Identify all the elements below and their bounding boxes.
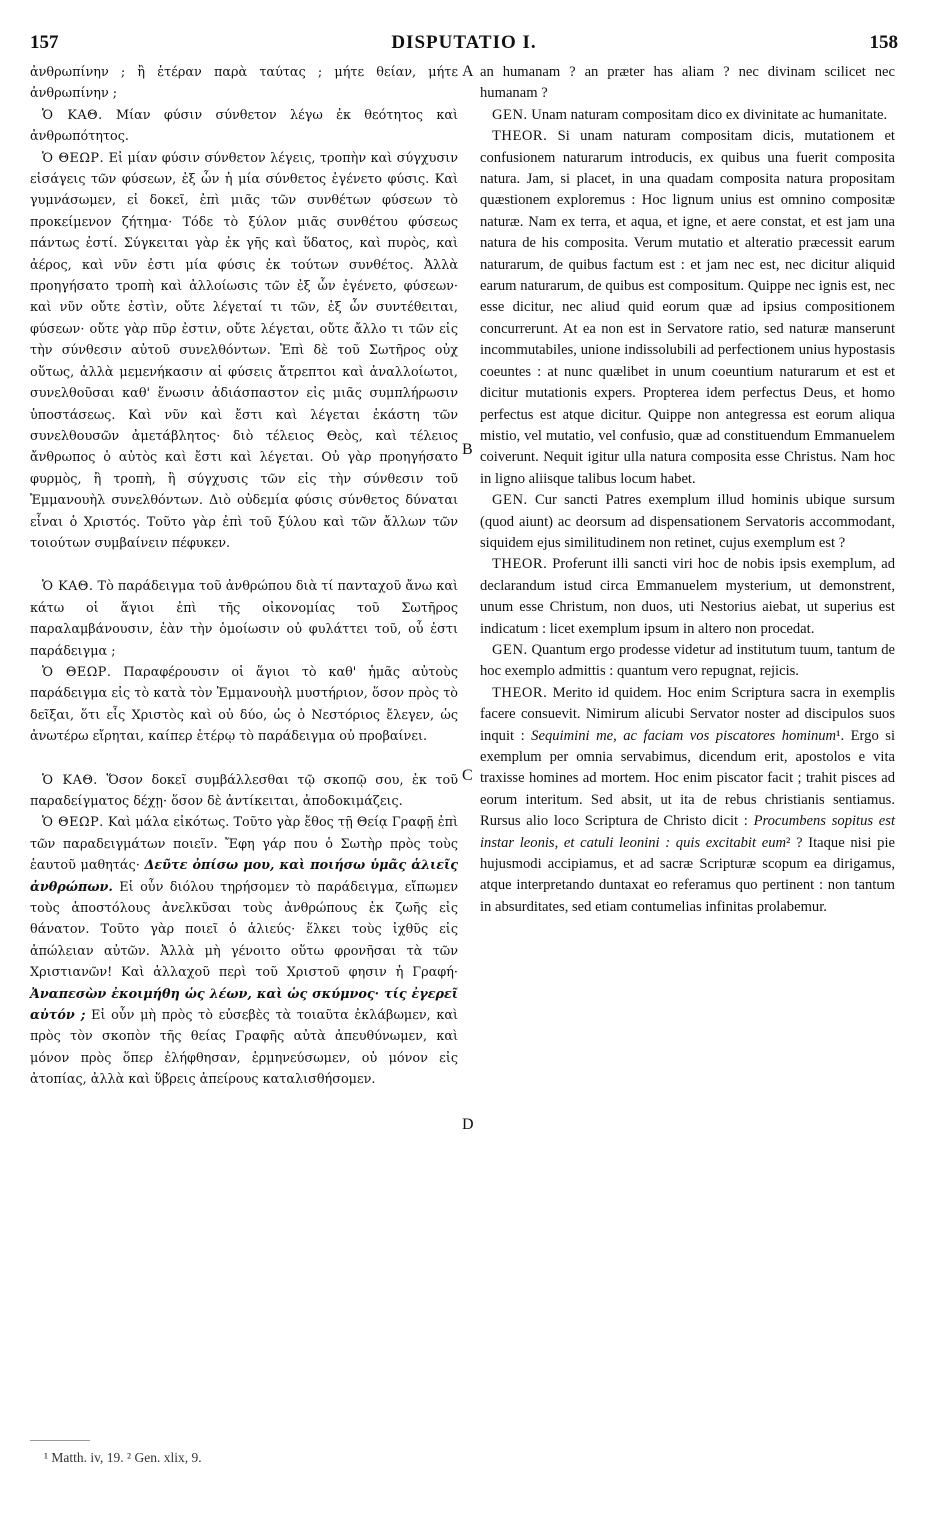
footnotes: ¹ Matth. iv, 19. ² Gen. xlix, 9. [44, 1450, 202, 1465]
greek-text: Καὶ μάλα εἰκότως. Τοῦτο γὰρ ἔθος τῇ Θείᾳ Γραφῇ ἐπὶ τῶν παραδειγμάτων ποιεῖν. Ἔφη γάρ που ὁ Σωτὴρ πρὸς τοὺς ἑαυτοῦ μαθητάς· [30, 815, 458, 874]
latin-text: Merito id quidem. Hoc enim Scriptura sacra in exemplis facere consuevit. Nimirum alicubi Servator noster ad discipulos suos inquit : [480, 684, 895, 744]
latin-text: Unam naturam compositam dico ex divinitate ac humanitate. [527, 106, 888, 123]
latin-text: Proferunt illi sancti viri hoc de nobis ipsis exemplum, ad declarandum istud circa Emmanuelem mysterium, ut demonstrent, unum esse Christum, non duos, uti Nestorius aiebat, ut superius est indicatum : licet exemplum ipsum in altero non procedat. [480, 556, 895, 637]
latin-text: Si unam naturam compositam dicis, mutationem et confusionem naturarum introducis, ex quibus una fuerit composita natura. Jam, si placet, in una quadam composita natura propositam quæstionem exploremus : Hoc lignum unius est omnino compositæ naturæ. Nam ex terra, et aqua, et igne, et aere constat, et est jam una natura de his composita. Verum mutatio et alteratio præcessit earum naturarum, de quibus factum est : et jam nec est, nec dicitur aliquid earum naturarum, de quibus est compositum. Quippe nec ignis est, nec esse dicitur, nec aliud quid eorum quæ ad ipsius compositionem concurrerunt. At ea non est in Servatore ratio, sed naturæ manserunt incommutabiles, unione indissolubili ad perfectionem unius hypostasis coeuntes : at nunc quælibet in unum coeuntium naturarum et est et dicitur mutationis expers. Propterea idem perfectus Deus, et homo perfectus est atque dicitur. Quippe non antegressa est eorum aliqua mistio, vel mutatio, vel confusio, quæ ad constituendum Emmanuelem coiverunt. Nequit igitur ulla natura composita esse Christus. Nam hoc in ligno aliisque talibus locum habet. [480, 128, 895, 487]
latin-paragraph-7 [480, 683, 895, 918]
right-page-number: 158 [869, 32, 898, 53]
speaker-label: GEN. [492, 492, 528, 509]
speaker-label: THEOR. [492, 128, 548, 145]
latin-paragraph-1: an humanam ? an præter has aliam ? nec divinam scilicet nec humanam ? [480, 64, 895, 102]
latin-paragraph-4 [480, 490, 895, 554]
greek-paragraph-6 [30, 770, 458, 813]
latin-text: Itaque nisi pie hujusmodi accipiamus, et ad sacræ Scripturæ scopum ea dirigamus, atque interpretando duntaxat eo referamus quo pertinent : non tantum in absurditates, sed etiam contumelias infinitas prolabemur. [480, 834, 895, 915]
scripture-quote: Procumbens sopitus est instar leonis, et catuli leonini : quis excitabit eum [480, 813, 896, 851]
margin-mark-a: A [462, 63, 474, 80]
greek-text: Μίαν φύσιν σύνθετον λέγω ἐκ θεότητος καὶ ἀνθρωπότητος. [30, 107, 458, 145]
greek-text: Τὸ παράδειγμα τοῦ ἀνθρώπου διὰ τί πανταχοῦ ἄνω καὶ κάτω οἱ ἅγιοι ἐπὶ τῆς οἰκονομίας τοῦ Σωτῆρος παραλαμβάνουσιν, ἐὰν τὴν ὁμοίωσιν οὐ φυλάττει τοῦ, οὗ ἐστι παράδειγμα ; [30, 579, 458, 659]
greek-text: Εἰ οὖν διόλου τηρήσομεν τὸ παράδειγμα, εἴπωμεν τοὺς ἀποστόλους ἀνελκῦσαι τοὺς ἀνθρώπους ἐκ ζωῆς εἰς θάνατον. Τοῦτο γὰρ ποιεῖ ὁ ἁλιεύς· ἕλκει τοὺς ἰχθῦς εἰς ἀπώλειαν αὐτῶν. Ἀλλὰ μὴ γένοιτο οὕτω φρονῆσαι τὰ τῶν Χριστιανῶν! Καὶ ἀλλαχοῦ περὶ τοῦ Χριστοῦ φησιν ἡ Γραφή· [30, 879, 458, 981]
page-header [30, 26, 898, 60]
greek-paragraph-4 [30, 576, 458, 662]
speaker-label: Ὁ ΚΑΘ. [42, 579, 94, 595]
speaker-label: Ὁ ΚΑΘ. [42, 772, 98, 788]
greek-text: Εἰ οὖν μὴ πρὸς τὸ εὐσεβὲς τὰ τοιαῦτα ἐκλάβωμεν, καὶ πρὸς τὸν σκοπὸν τῆς θείας Γραφῆς αὐτὰ ἀπευθύνωμεν, καὶ μόνον πρὸς ὅπερ ἐλήφθησαν, ἑρμηνεύσωμεν, οὐ μόνον εἰς ἀτοπίας, ἀλλὰ καὶ ὕβρεις ἀπείρους καταλισθήσομεν. [30, 1008, 458, 1088]
margin-mark-c: C [462, 767, 473, 784]
running-title: DISPUTATIO I. [391, 32, 537, 53]
footnote-ref: ² ? [786, 834, 803, 851]
latin-text: Cur sancti Patres exemplum illud hominis ubique sursum (quod aiunt) ac deorsum ad dispensationem Servatoris accommodant, siquidem ejus similitudinem non retinet, cujus exemplum est ? [480, 492, 895, 551]
speaker-label: GEN. [492, 106, 528, 123]
speaker-label: THEOR. [492, 684, 548, 701]
latin-text: Quantum ergo prodesse videtur ad institutum tuum, tantum de hoc exemplo admittis : quantum vero repugnat, rejicis. [480, 641, 895, 680]
latin-paragraph-5 [480, 554, 895, 640]
speaker-label: Ὁ ΘΕΩΡ. [42, 815, 104, 831]
speaker-label: Ὁ ΘΕΩΡ. [42, 664, 112, 680]
greek-paragraph-2 [30, 105, 458, 148]
scripture-quote: Δεῦτε ὀπίσω μου, καὶ ποιήσω ὑμᾶς ἁλιεῖς ἀνθρώπων. [30, 858, 458, 895]
speaker-label: Ὁ ΘΕΩΡ. [42, 150, 105, 166]
greek-text: Παραφέρουσιν οἱ ἅγιοι τὸ καθ' ἡμᾶς αὐτοὺς παράδειγμα εἰς τὸ κατὰ τὸν Ἐμμανουὴλ μυστήριον, ὅσον πρὸς τὸ δεῖξαι, ὅτι εἷς Χριστὸς καὶ οὐ δύο, ὡς ὁ Νεστόριος ἔλεγεν, ὡς ἀνωτέρω εἴρηται, καίπερ ἑτέρῳ τὸ παράδειγμα οὐ προβαίνει. [30, 664, 459, 745]
margin-mark-d: D [462, 1116, 474, 1133]
greek-paragraph-7 [30, 812, 458, 1090]
speaker-label: Ὁ ΚΑΘ. [42, 107, 103, 123]
left-page-number: 157 [30, 32, 59, 53]
scripture-quote: Ἀναπεσὼν ἐκοιμήθη ὡς λέων, καὶ ὡς σκύμνος· τίς ἐγερεῖ αὐτόν ; [30, 986, 458, 1024]
margin-mark-b: B [462, 441, 473, 458]
latin-column [480, 62, 895, 918]
greek-paragraph-1: ἀνθρωπίνην ; ἢ ἑτέραν παρὰ ταύτας ; μήτε θείαν, μήτε ἀνθρωπίνην ; [30, 65, 458, 102]
footnote-rule [30, 1440, 90, 1441]
greek-text: Εἰ μίαν φύσιν σύνθετον λέγεις, τροπὴν καὶ σύγχυσιν εἰσάγεις τῶν φύσεων, ἐξ ὧν ἡ μία σύνθετος ἐγένετο φύσις. Καὶ γυμνάσωμεν, εἰ δοκεῖ, ἐπὶ μιᾶς τῶν συνθέτων φύσεων τὸ προκείμενον ζήτημα· Τόδε τὸ ξύλον μιᾶς συνθέτου φύσεως πάντως ἐστί. Σύγκειται γὰρ ἐκ γῆς καὶ ὕδατος, καὶ πυρὸς, καὶ ἀέρος, καὶ νῦν ἐστι μία φύσις ἐκ τούτων συνθέτος. Ἀλλὰ προηγήσατο τροπὴ καὶ ἀλλοίωσις τῶν ἐξ ὧν ἐγένετο, φύσεων· καὶ νῦν οὔτε ἐστὶν, οὔτε λέγεταί τι τῶν, ἐξ ὧν συντέθειται, φύσεων· οὔτε γὰρ πῦρ ἐστιν, οὔτε λέγεται, οὔτε ἄλλο τι τῶν εἰς τὴν σύνθεσιν αὐτοῦ συνελθόντων. Ἐπὶ δὲ τοῦ Σωτῆρος οὐχ οὕτως, ἀλλὰ μεμενήκασιν αἱ φύσεις ἄτρεπτοι καὶ ἀναλλοίωτοι, συνελθοῦσαι καθ' ἕνωσιν ἀδιάσπαστον εἰς μιᾶς συμπλήρωσιν ὑποστάσεως. Καὶ νῦν καὶ ἔστι καὶ λέγεται ἑκάστη τῶν συνελθουσῶν ἀμετάβλητος· διὸ τέλειος Θεὸς, καὶ τέλειος ἄνθρωπος ὁ αὐτὸς καὶ ἔστι καὶ λέγεται. Οὐ γὰρ προηγήσατο φυρμὸς, ἢ τροπὴ, ἢ σύγχυσις τῶν εἰς τὴν σύνθεσιν τοῦ Ἐμμανουὴλ συνελθόντων. Διὸ οὐδεμία φύσις σύνθετος δύναται εἶναι ὁ Χριστός. Τοῦτο γὰρ ἐπὶ τοῦ ξύλου καὶ τῶν ἄλλων τῶν τοιούτων συμβαίνειν πέφυκεν. [30, 150, 458, 551]
footnote-ref: ¹. [836, 727, 845, 744]
greek-text: Ὅσον δοκεῖ συμβάλλεσθαι τῷ σκοπῷ σου, ἐκ τοῦ παραδείγματος δέχῃ· ὅσον δὲ ἀντίκειται, ἀποδοκιμάζεις. [30, 772, 458, 809]
scripture-quote: Sequimini me, ac faciam vos piscatores hominum [531, 727, 837, 744]
speaker-label: GEN. [492, 641, 528, 658]
latin-paragraph-3 [480, 126, 895, 490]
greek-paragraph-5 [30, 662, 458, 748]
latin-paragraph-6 [480, 640, 895, 683]
latin-text: Ergo si exemplum per omnia servabimus, dicendum erit, apostolos e vita traxisse homines ad mortem. Hoc enim piscator facit ; trahit pisces ad eorum interitum. Sed absit, ut ita de rebus christianis sentiamus. Rursus alio loco Scriptura de Christo dicit : [480, 727, 895, 830]
speaker-label: THEOR. [492, 556, 548, 573]
greek-paragraph-3 [30, 148, 458, 555]
latin-paragraph-2 [480, 105, 895, 126]
greek-column [30, 62, 458, 1091]
